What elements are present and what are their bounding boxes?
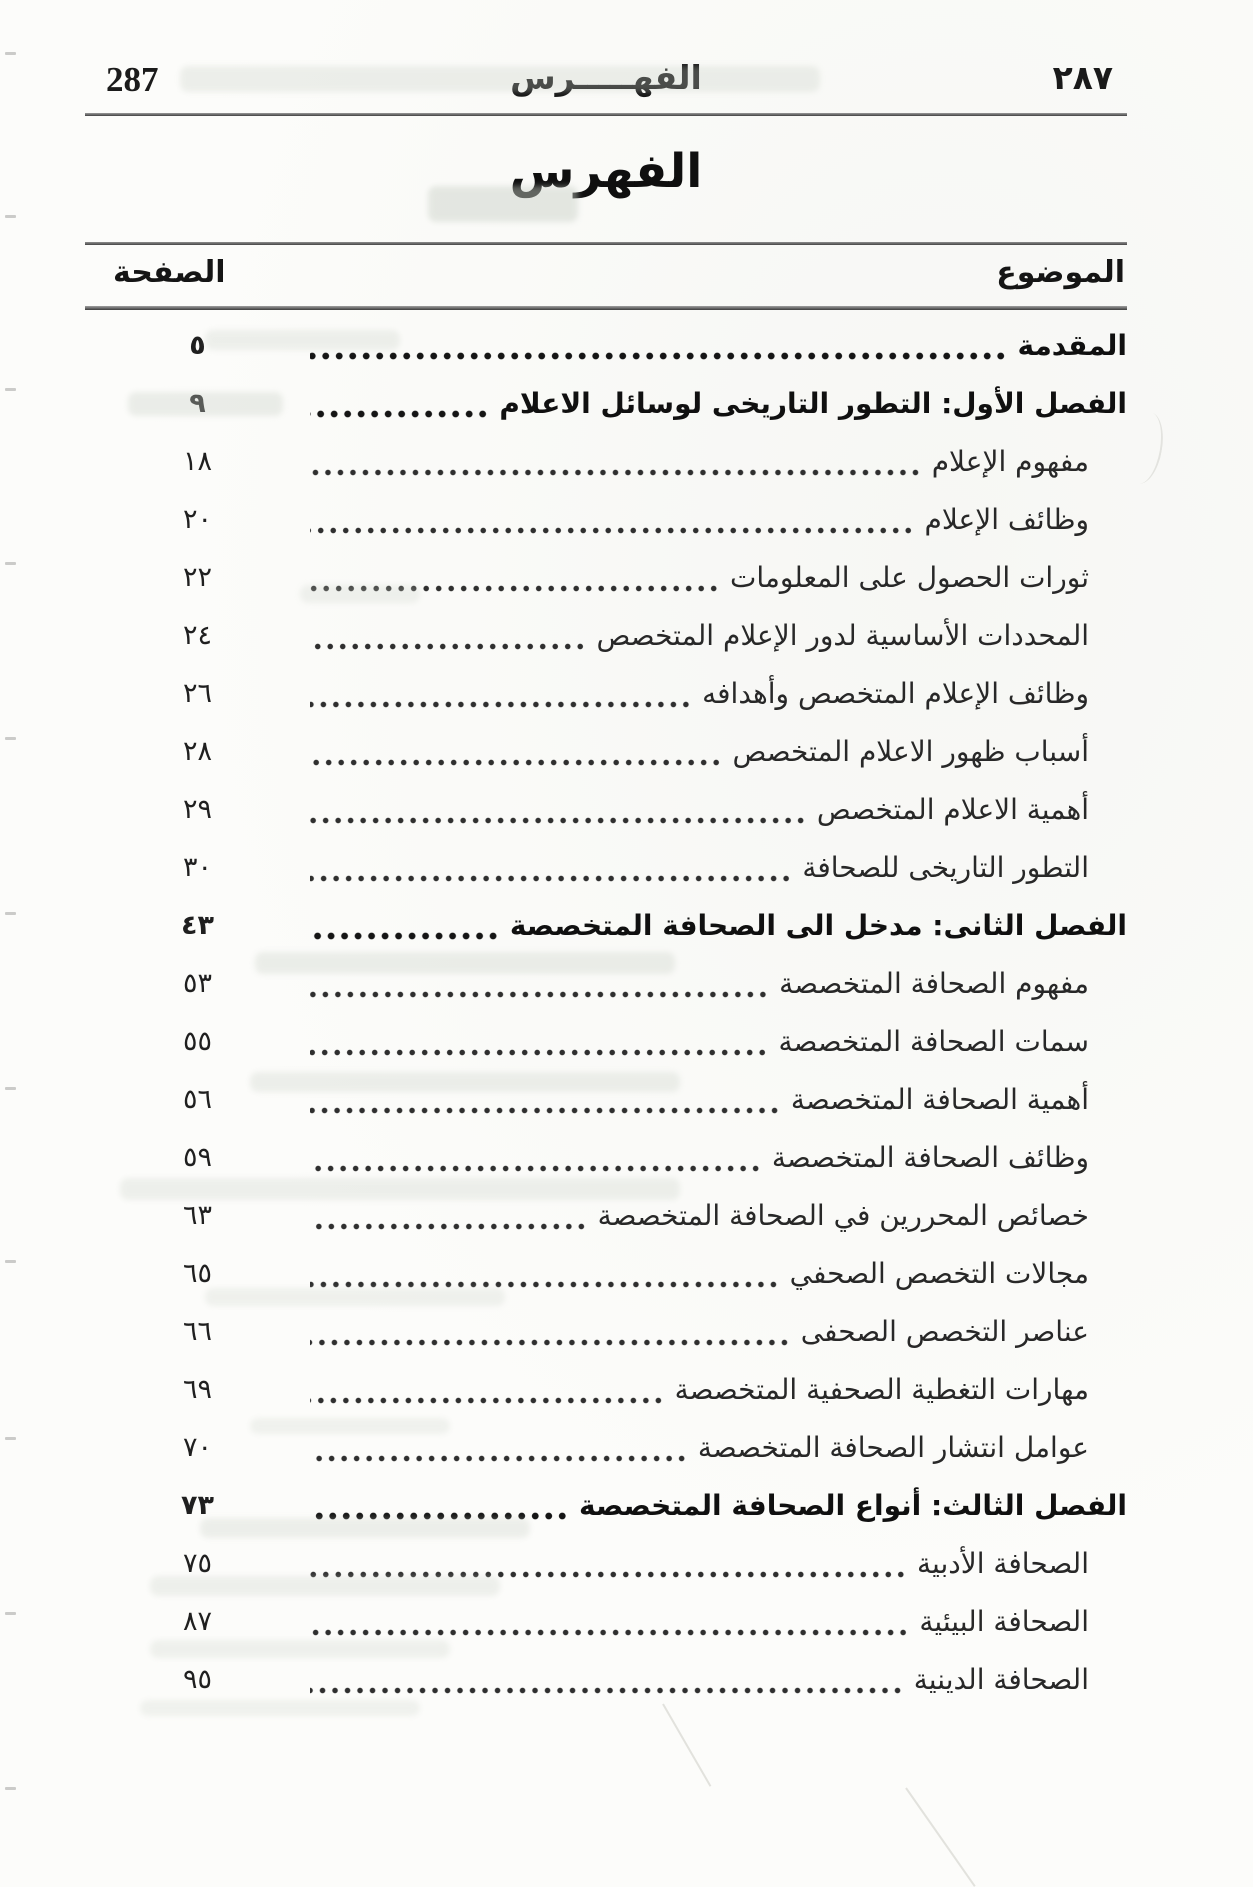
toc-entry-title: مفهوم الإعلام <box>931 444 1089 478</box>
dot-leader <box>310 1280 780 1289</box>
dot-leader <box>310 1454 688 1463</box>
toc-entry-title: المقدمة <box>1017 328 1127 362</box>
toc-entry-page-number: ٧٥ <box>182 1547 212 1579</box>
toc-row <box>85 838 1127 896</box>
toc-row <box>85 1128 1127 1186</box>
toc-entry-title: وظائف الإعلام <box>924 502 1089 536</box>
toc-entry-title: التطور التاريخى للصحافة <box>802 850 1089 884</box>
margin-tick-artifact <box>5 912 16 915</box>
dot-leader <box>310 526 914 535</box>
page-title: الفهرس <box>509 144 703 199</box>
toc-entry-title: أسباب ظهور الاعلام المتخصص <box>732 734 1089 768</box>
dot-leader <box>310 700 692 709</box>
column-header-rule <box>85 306 1127 310</box>
toc-entry-page-number: ٩٥ <box>182 1663 212 1695</box>
margin-tick-artifact <box>5 1260 16 1263</box>
dot-leader <box>310 1686 904 1695</box>
toc-entry-title: ثورات الحصول على المعلومات <box>729 560 1089 594</box>
toc-entry-title: عوامل انتشار الصحافة المتخصصة <box>697 1430 1089 1464</box>
toc-row <box>85 954 1127 1012</box>
toc-entry-title: خصائص المحررين في الصحافة المتخصصة <box>597 1198 1089 1232</box>
title-rule <box>85 242 1127 245</box>
toc-entry-page-number: ٥٥ <box>182 1025 212 1057</box>
dot-leader <box>310 468 922 477</box>
toc-entry-page-number: ٢٤ <box>182 619 212 651</box>
toc-row <box>85 1244 1127 1302</box>
scan-crease <box>905 1787 975 1886</box>
toc-row <box>85 664 1127 722</box>
scan-crease <box>662 1704 711 1787</box>
toc-entry-title: الصحافة الدينية <box>913 1662 1089 1696</box>
dot-leader <box>310 1164 762 1173</box>
toc-entry-page-number: ٧٠ <box>182 1431 212 1463</box>
toc-row <box>85 1070 1127 1128</box>
toc-entry-title: الفصل الثالث: أنواع الصحافة المتخصصة <box>579 1488 1127 1522</box>
toc-entry-page-number: ٤٣ <box>181 909 214 941</box>
toc-entry-title: مفهوم الصحافة المتخصصة <box>779 966 1089 1000</box>
toc-row <box>85 316 1127 374</box>
toc-entry-title: مهارات التغطية الصحفية المتخصصة <box>674 1372 1089 1406</box>
toc-entry-page-number: ٣٠ <box>182 851 212 883</box>
page-number-arabic: ٢٨٧ <box>1052 58 1113 97</box>
toc-row <box>85 548 1127 606</box>
toc-row <box>85 1476 1127 1534</box>
toc-entry-title: مجالات التخصص الصحفي <box>789 1256 1089 1290</box>
margin-tick-artifact <box>5 1087 16 1090</box>
running-title: الفهـــــرس <box>510 58 702 97</box>
toc-entry-title: وظائف الصحافة المتخصصة <box>771 1140 1089 1174</box>
dot-leader <box>310 351 1007 361</box>
toc-entry-title: الصحافة البيئية <box>919 1604 1089 1638</box>
margin-tick-artifact <box>5 1437 16 1440</box>
toc-entry-page-number: ٥ <box>189 329 206 361</box>
dot-leader <box>310 1628 909 1637</box>
toc-row <box>85 1592 1127 1650</box>
toc-entry-page-number: ٩ <box>189 387 206 419</box>
dot-leader <box>310 1338 791 1347</box>
toc-row <box>85 1650 1127 1708</box>
toc-row <box>85 432 1127 490</box>
toc-row <box>85 896 1127 954</box>
toc-row <box>85 1534 1127 1592</box>
toc-column-headers <box>85 255 1127 290</box>
toc-entry-title: المحددات الأساسية لدور الإعلام المتخصص <box>596 618 1089 652</box>
toc-row <box>85 1302 1127 1360</box>
toc-entry-page-number: ٥٩ <box>182 1141 212 1173</box>
toc-row <box>85 1012 1127 1070</box>
toc-row <box>85 606 1127 664</box>
toc-entry-title: أهمية الصحافة المتخصصة <box>790 1082 1089 1116</box>
toc-entry-title: عناصر التخصص الصحفى <box>800 1314 1089 1348</box>
toc-entry-page-number: ٥٣ <box>182 967 212 999</box>
toc-row <box>85 1360 1127 1418</box>
margin-tick-artifact <box>5 737 16 740</box>
toc-entry-page-number: ٢٨ <box>182 735 212 767</box>
toc-entry-page-number: ٨٧ <box>182 1605 212 1637</box>
toc-entry-title: الفصل الأول: التطور التاريخى لوسائل الاعلام <box>499 386 1127 420</box>
toc-entry-page-number: ٦٣ <box>182 1199 212 1231</box>
toc-row <box>85 722 1127 780</box>
toc-entry-page-number: ٢٩ <box>182 793 212 825</box>
toc-row <box>85 1186 1127 1244</box>
margin-tick-artifact <box>5 1787 16 1790</box>
toc-row <box>85 1418 1127 1476</box>
dot-leader <box>310 758 722 767</box>
dot-leader <box>310 642 586 651</box>
toc-entry-title: الصحافة الأدبية <box>917 1546 1089 1580</box>
dot-leader <box>310 409 489 419</box>
dot-leader <box>310 1396 665 1405</box>
toc-entry-title: الفصل الثانى: مدخل الى الصحافة المتخصصة <box>509 908 1127 942</box>
toc-entry-page-number: ٧٣ <box>181 1489 214 1521</box>
dot-leader <box>310 990 769 999</box>
dot-leader <box>310 816 807 825</box>
toc-entry-title: وظائف الإعلام المتخصص وأهدافه <box>702 676 1089 710</box>
dot-leader <box>310 874 792 883</box>
margin-tick-artifact <box>5 388 16 391</box>
column-subject-label: الموضوع <box>996 255 1125 290</box>
toc-entry-page-number: ٦٩ <box>182 1373 212 1405</box>
toc-entry-page-number: ٦٦ <box>182 1315 212 1347</box>
margin-tick-artifact <box>5 1612 16 1615</box>
toc-entry-page-number: ٢٠ <box>182 503 212 535</box>
toc-row <box>85 374 1127 432</box>
toc-row <box>85 490 1127 548</box>
toc-entry-page-number: ٢٢ <box>182 561 212 593</box>
page-number-western: 287 <box>106 60 159 99</box>
header-rule <box>85 113 1127 116</box>
dot-leader <box>310 1222 588 1231</box>
toc-entry-title: أهمية الاعلام المتخصص <box>816 792 1089 826</box>
toc-list <box>85 316 1127 1708</box>
column-page-label: الصفحة <box>113 255 226 290</box>
dot-leader <box>310 1106 781 1115</box>
dot-leader <box>310 931 500 941</box>
toc-entry-title: سمات الصحافة المتخصصة <box>778 1024 1089 1058</box>
toc-entry-page-number: ١٨ <box>182 445 212 477</box>
toc-row <box>85 780 1127 838</box>
toc-entry-page-number: ٢٦ <box>182 677 212 709</box>
toc-entry-page-number: ٦٥ <box>182 1257 212 1289</box>
dot-leader <box>310 584 720 593</box>
toc-entry-page-number: ٥٦ <box>182 1083 212 1115</box>
margin-tick-artifact <box>5 52 16 55</box>
dot-leader <box>310 1048 768 1057</box>
margin-tick-artifact <box>5 215 16 218</box>
dot-leader <box>310 1570 907 1579</box>
dot-leader <box>310 1511 569 1521</box>
scan-curve-artifact <box>1122 410 1168 487</box>
margin-tick-artifact <box>5 562 16 565</box>
